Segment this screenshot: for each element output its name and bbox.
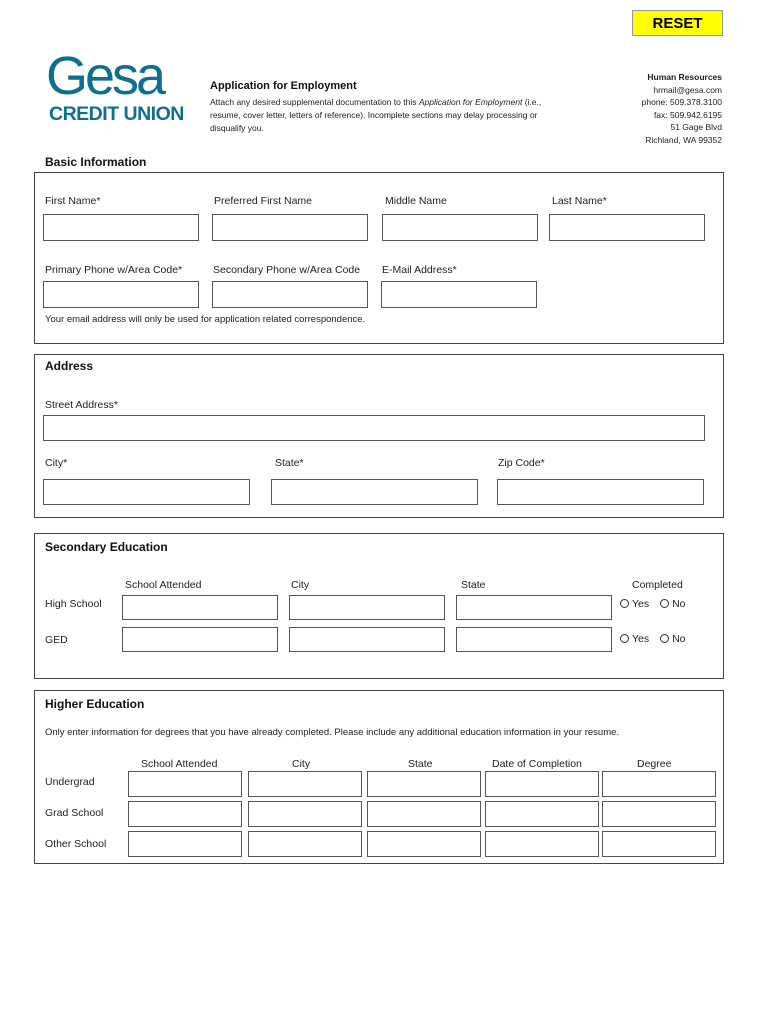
hr-fax: fax: 509.942.6195 <box>653 109 722 120</box>
ged-completed-radios <box>620 633 686 645</box>
desc-italic: Application for Employment <box>418 97 523 107</box>
hr-phone: phone: 509.378.3100 <box>641 97 722 107</box>
street-field[interactable] <box>43 415 705 441</box>
hs-yes-radio[interactable] <box>620 599 629 608</box>
hs-state-field[interactable] <box>456 595 612 620</box>
ged-yes-label: Yes <box>632 633 650 645</box>
email-label: E-Mail Address* <box>382 264 457 276</box>
undergrad-school-field[interactable] <box>128 771 242 797</box>
secondary-phone-field[interactable] <box>212 281 368 308</box>
ged-no-label: No <box>672 633 686 645</box>
hs-no-radio[interactable] <box>660 599 669 608</box>
hr-email: hrmail@gesa.com <box>653 84 722 95</box>
page-description <box>210 96 560 135</box>
reset-button[interactable]: RESET <box>632 10 723 36</box>
undergrad-state-field[interactable] <box>367 771 481 797</box>
first-name-field[interactable] <box>43 214 199 241</box>
ged-no-radio[interactable] <box>660 634 669 643</box>
row-ged: GED <box>45 634 68 646</box>
other-state-field[interactable] <box>367 831 481 857</box>
col-school-attended: School Attended <box>125 579 202 591</box>
hs-school-field[interactable] <box>122 595 278 620</box>
other-school-field[interactable] <box>128 831 242 857</box>
grad-date-field[interactable] <box>485 801 599 827</box>
logo-word: Gesa <box>46 46 164 106</box>
ged-city-field[interactable] <box>289 627 445 652</box>
hr-title: Human Resources <box>647 72 722 82</box>
undergrad-date-field[interactable] <box>485 771 599 797</box>
col-city: City <box>292 758 311 770</box>
col-degree: Degree <box>637 758 672 770</box>
hr-city: Richland, WA 99352 <box>645 134 722 145</box>
hr-street: 51 Gage Blvd <box>670 122 722 132</box>
zip-field[interactable] <box>497 479 704 505</box>
row-undergrad: Undergrad <box>45 776 95 788</box>
grad-school-field[interactable] <box>128 801 242 827</box>
row-high-school: High School <box>45 598 102 610</box>
ged-school-field[interactable] <box>122 627 278 652</box>
higher-education-note: Only enter information for degrees that you have already completed. Please include any additional education information in your resume. <box>45 727 620 738</box>
col-city: City <box>291 579 310 591</box>
last-name-field[interactable] <box>549 214 705 241</box>
gesa-logo <box>46 46 204 132</box>
row-grad-school: Grad School <box>45 807 104 819</box>
col-state: State <box>408 758 433 770</box>
grad-city-field[interactable] <box>248 801 362 827</box>
hs-no-label: No <box>672 598 686 610</box>
higher-section-title: Higher Education <box>45 697 145 711</box>
middle-name-label: Middle Name <box>385 195 447 207</box>
desc-part2: (i.e., resume, cover letter, letters of reference). Incomplete sections may delay processing or disqualify you. <box>210 97 542 133</box>
street-label: Street Address* <box>45 399 118 411</box>
other-date-field[interactable] <box>485 831 599 857</box>
hs-yes-label: Yes <box>632 598 650 610</box>
row-other-school: Other School <box>45 838 107 850</box>
primary-phone-field[interactable] <box>43 281 199 308</box>
email-field[interactable] <box>381 281 537 308</box>
city-field[interactable] <box>43 479 250 505</box>
col-school-attended: School Attended <box>141 758 218 770</box>
grad-degree-field[interactable] <box>602 801 716 827</box>
preferred-first-name-field[interactable] <box>212 214 368 241</box>
col-completed: Completed <box>632 579 683 591</box>
first-name-label: First Name* <box>45 195 101 207</box>
col-date-of-completion: Date of Completion <box>492 758 582 770</box>
undergrad-degree-field[interactable] <box>602 771 716 797</box>
desc-part1: Attach any desired supplemental documentation to this <box>210 97 419 107</box>
logo-subtitle: CREDIT UNION <box>49 103 184 125</box>
city-label: City* <box>45 457 68 469</box>
secondary-phone-label: Secondary Phone w/Area Code <box>213 264 361 276</box>
hs-city-field[interactable] <box>289 595 445 620</box>
email-note: Your email address will only be used for application related correspondence. <box>45 314 366 325</box>
undergrad-city-field[interactable] <box>248 771 362 797</box>
other-degree-field[interactable] <box>602 831 716 857</box>
state-field[interactable] <box>271 479 478 505</box>
address-section-title: Address <box>45 359 94 373</box>
primary-phone-label: Primary Phone w/Area Code* <box>45 264 183 276</box>
basic-section-title: Basic Information <box>45 155 147 169</box>
secondary-section-title: Secondary Education <box>45 540 168 554</box>
page-title: Application for Employment <box>210 80 357 92</box>
middle-name-field[interactable] <box>382 214 538 241</box>
hs-completed-radios <box>620 598 686 610</box>
preferred-first-name-label: Preferred First Name <box>214 195 313 207</box>
ged-state-field[interactable] <box>456 627 612 652</box>
col-state: State <box>461 579 486 591</box>
hr-contact <box>642 71 722 146</box>
zip-label: Zip Code* <box>498 457 545 469</box>
grad-state-field[interactable] <box>367 801 481 827</box>
ged-yes-radio[interactable] <box>620 634 629 643</box>
state-label: State* <box>275 457 304 469</box>
last-name-label: Last Name* <box>552 195 607 207</box>
other-city-field[interactable] <box>248 831 362 857</box>
